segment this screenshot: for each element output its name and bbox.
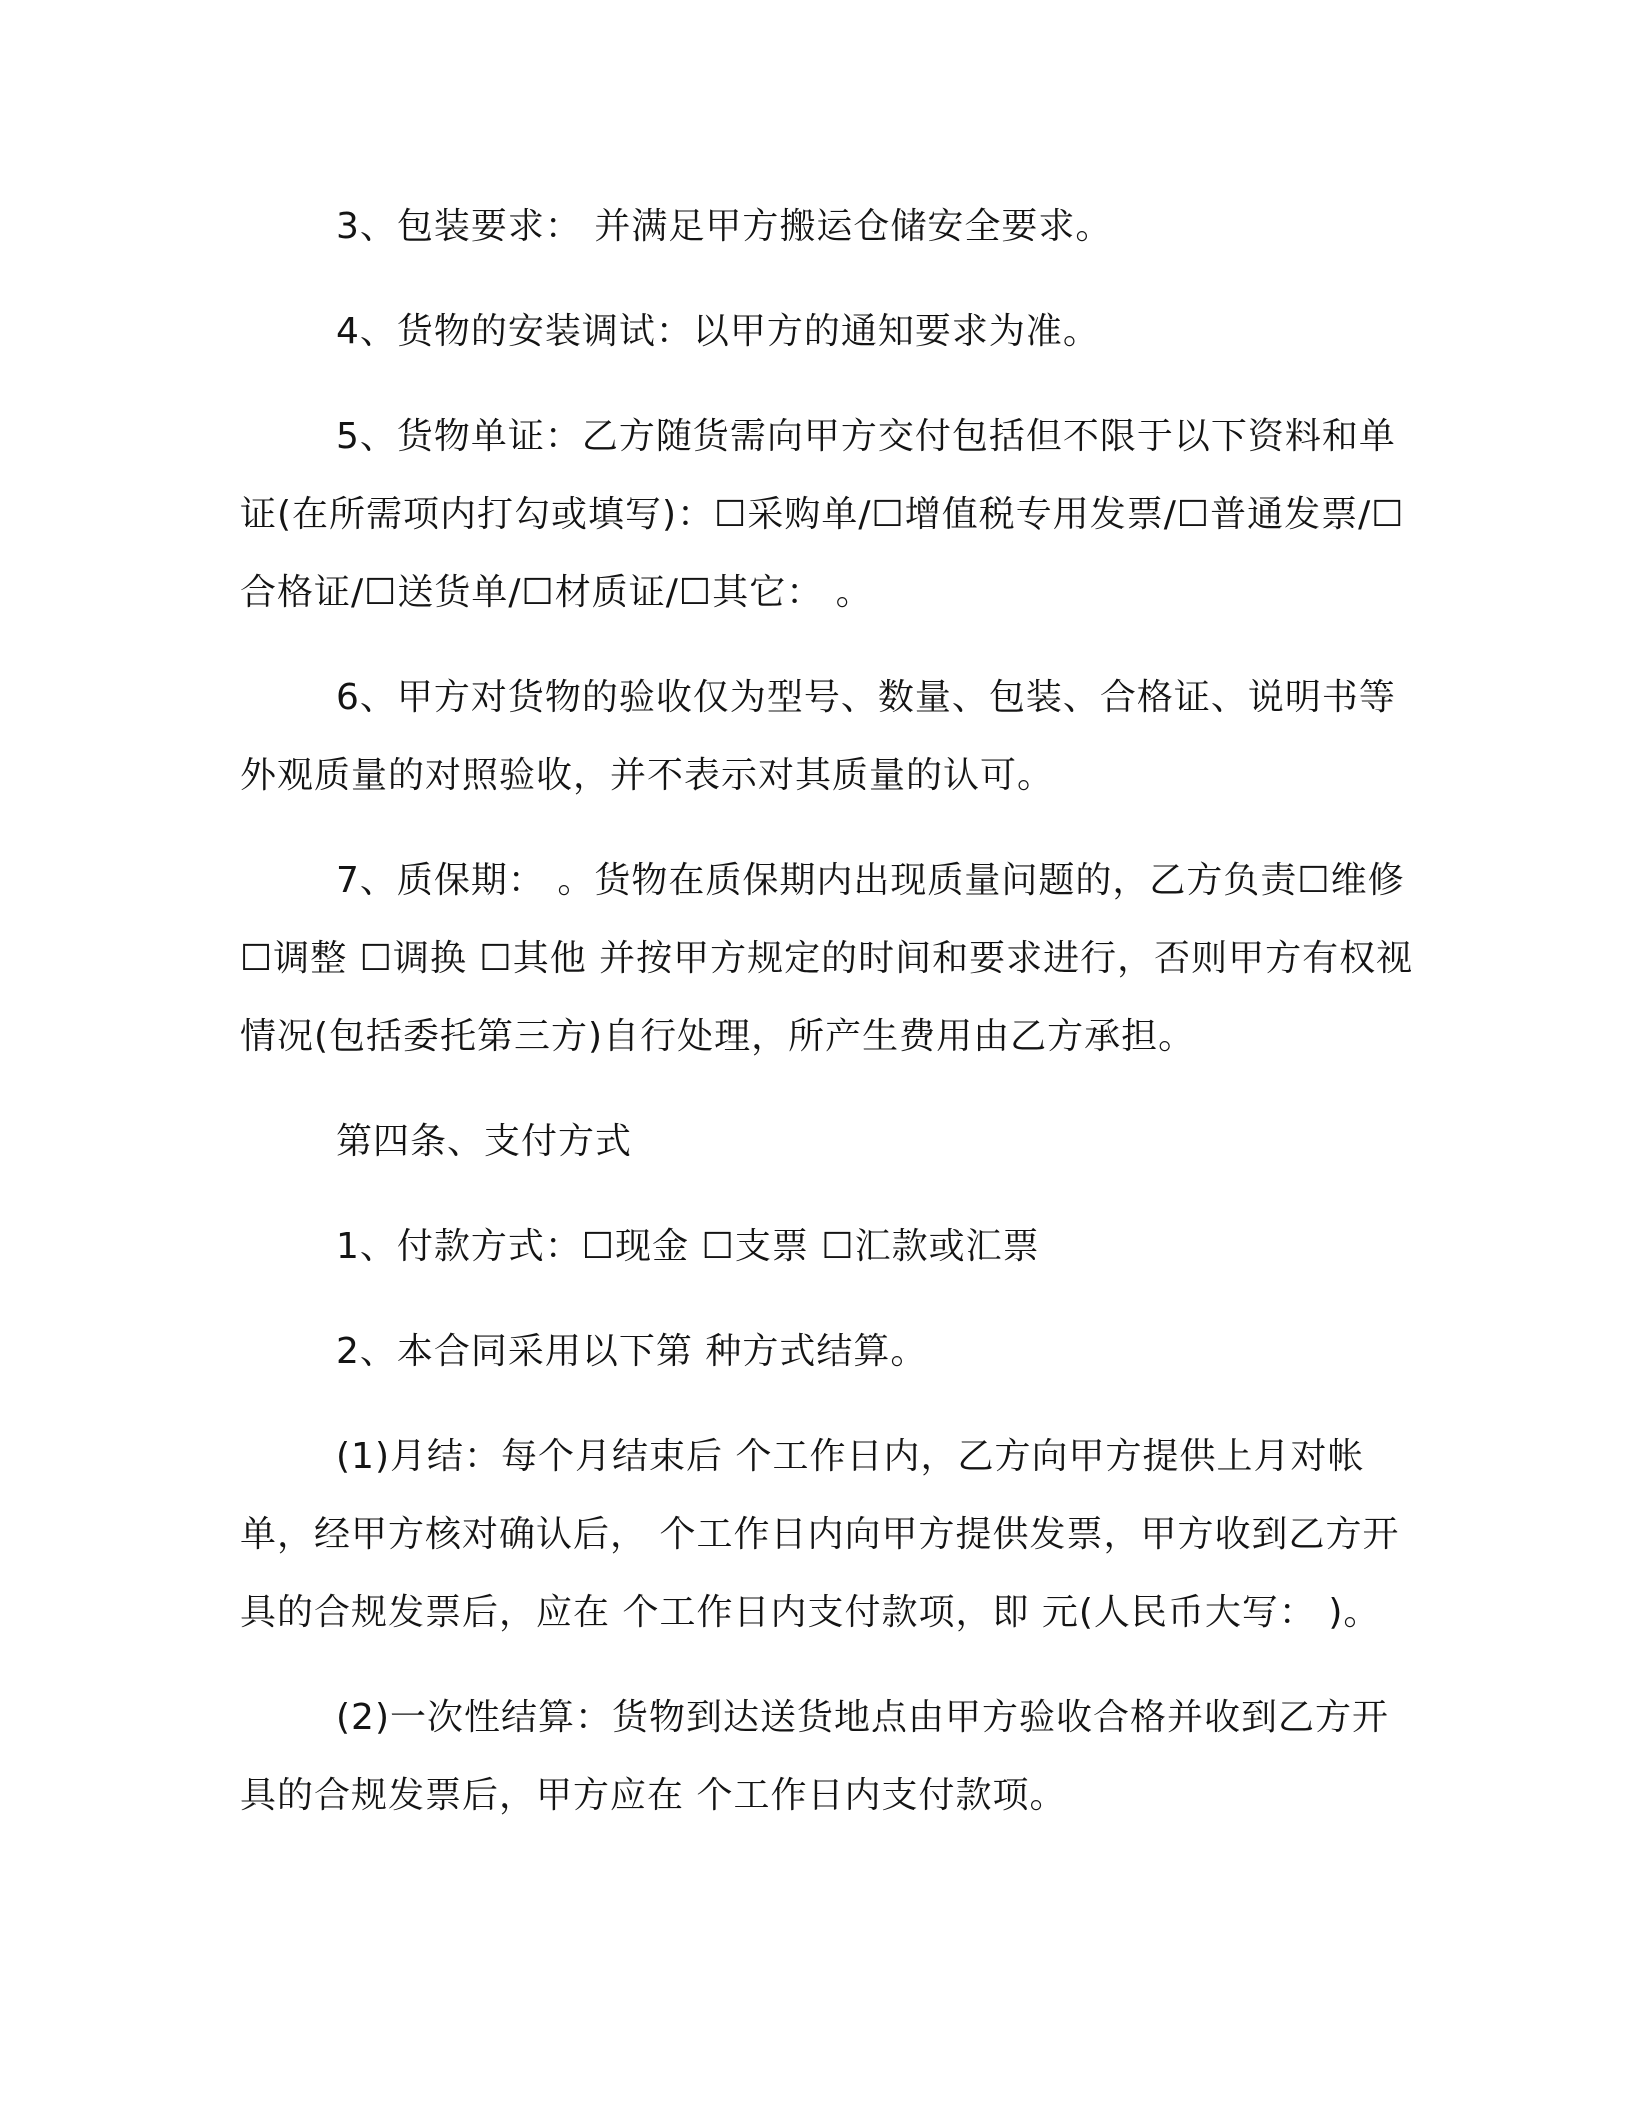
one-time-settlement: (2)一次性结算：货物到达送货地点由甲方验收合格并收到乙方开具的合规发票后，甲方应在 个工作日内支付款项。 (240, 1697, 1389, 1816)
settlement-choice: 2、本合同采用以下第 种方式结算。 (336, 1331, 928, 1372)
monthly-settlement: (1)月结：每个月结束后 个工作日内，乙方向甲方提供上月对帐单，经甲方核对确认后， 个工作日内向甲方提供发票，甲方收到乙方开具的合规发票后，应在 个工作日内支付款项，即 元(人民币大写： )。 (240, 1436, 1400, 1633)
document-body (240, 188, 1420, 1835)
clause-5-documents: 5、货物单证：乙方随货需向甲方交付包括但不限于以下资料和单证(在所需项内打勾或填写)：☐采购单/☐增值税专用发票/☐普通发票/☐合格证/☐送货单/☐材质证/☐其它： 。 (240, 416, 1405, 613)
section-4-heading: 第四条、支付方式 (336, 1121, 633, 1162)
clause-3-packaging: 3、包装要求： 并满足甲方搬运仓储安全要求。 (336, 206, 1113, 247)
clause-6-acceptance: 6、甲方对货物的验收仅为型号、数量、包装、合格证、说明书等外观质量的对照验收，并不表示对其质量的认可。 (240, 677, 1396, 796)
payment-method: 1、付款方式：☐现金 ☐支票 ☐汇款或汇票 (336, 1226, 1040, 1267)
clause-7-warranty: 7、质保期： 。货物在质保期内出现质量问题的，乙方负责☐维修 ☐调整 ☐调换 ☐其他 并按甲方规定的时间和要求进行，否则甲方有权视情况(包括委托第三方)自行处理，所产生费用由乙方承担。 (240, 860, 1414, 1057)
clause-4-installation: 4、货物的安装调试：以甲方的通知要求为准。 (336, 311, 1100, 352)
